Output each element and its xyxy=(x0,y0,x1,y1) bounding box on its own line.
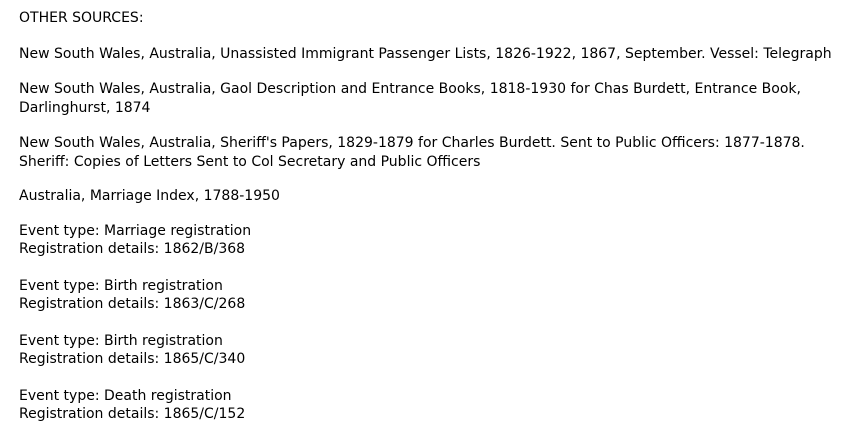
source-entry-passenger-lists: New South Wales, Australia, Unassisted Immigrant Passenger Lists, 1826-1922, 1867, September. Vessel: Telegraph xyxy=(19,46,832,62)
event-type: Event type: Birth registration xyxy=(19,278,223,294)
registration-events xyxy=(19,222,838,423)
registration-details: Registration details: 1863/C/268 xyxy=(19,296,246,312)
event-entry xyxy=(19,387,838,423)
source-entry-marriage-index: Australia, Marriage Index, 1788-1950 xyxy=(19,188,280,204)
registration-details: Registration details: 1862/B/368 xyxy=(19,241,246,257)
event-type: Event type: Death registration xyxy=(19,388,232,404)
source-entry-gaol-books: New South Wales, Australia, Gaol Description and Entrance Books, 1818-1930 for Chas Burdett, Entrance Book, Darlinghurst, 1874 xyxy=(19,81,801,116)
event-entry xyxy=(19,222,838,258)
event-entry xyxy=(19,277,838,313)
sources-list xyxy=(19,45,838,206)
source-entry-sheriff-papers: New South Wales, Australia, Sheriff's Papers, 1829-1879 for Charles Burdett. Sent to Public Officers: 1877-1878. Sheriff: Copies of Letters Sent to Col Secretary and Public Officers xyxy=(19,135,805,170)
event-entry xyxy=(19,332,838,368)
section-heading: OTHER SOURCES: xyxy=(19,10,144,26)
registration-details: Registration details: 1865/C/340 xyxy=(19,351,246,367)
event-type: Event type: Birth registration xyxy=(19,333,223,349)
registration-details: Registration details: 1865/C/152 xyxy=(19,406,246,422)
event-type: Event type: Marriage registration xyxy=(19,223,252,239)
